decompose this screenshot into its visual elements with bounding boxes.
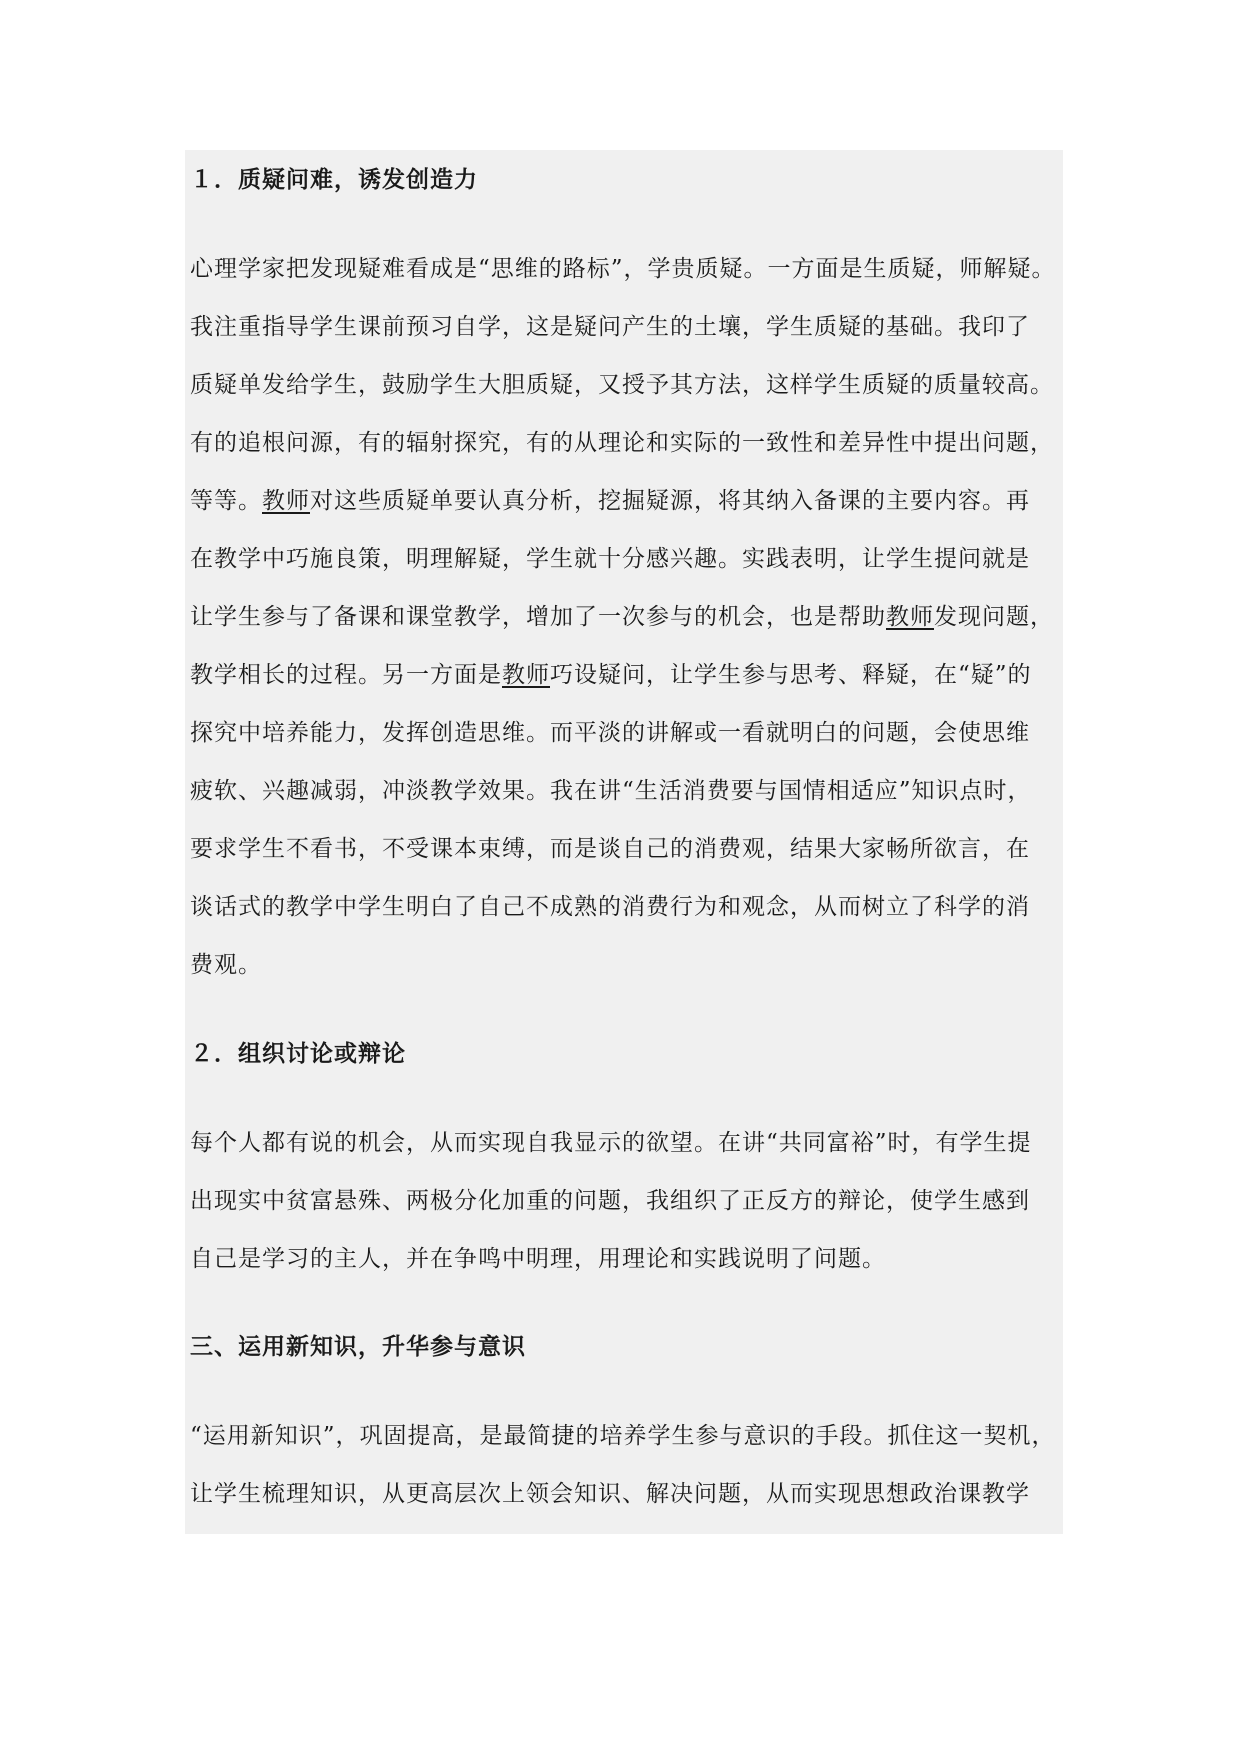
paragraph-line: 探究中培养能力，发挥创造思维。而平淡的讲解或一看就明白的问题，会使思维 xyxy=(190,720,1030,746)
paragraph-line: 疲软、兴趣减弱，冲淡教学效果。我在讲“生活消费要与国情相适应”知识点时， xyxy=(190,778,1032,804)
paragraph-line: 在教学中巧施良策，明理解疑，学生就十分感兴趣。实践表明，让学生提问就是 xyxy=(190,546,1030,572)
teacher-link[interactable]: 教师 xyxy=(502,662,550,688)
paragraph-line: 费观。 xyxy=(190,952,262,978)
paragraph-line: 有的追根问源，有的辐射探究，有的从理论和实际的一致性和差异性中提出问题， xyxy=(190,430,1054,456)
paragraph-line: 要求学生不看书，不受课本束缚，而是谈自己的消费观，结果大家畅所欲言，在 xyxy=(190,836,1030,862)
teacher-link[interactable]: 教师 xyxy=(886,604,934,630)
paragraph-line: 让学生参与了备课和课堂教学，增加了一次参与的机会，也是帮助教师发现问题， xyxy=(190,604,1054,630)
paragraph-line: 谈话式的教学中学生明白了自己不成熟的消费行为和观念，从而树立了科学的消 xyxy=(190,894,1030,920)
paragraph-line: 质疑单发给学生，鼓励学生大胆质疑，又授予其方法，这样学生质疑的质量较高。 xyxy=(190,372,1054,398)
section-3-heading: 三、运用新知识，升华参与意识 xyxy=(190,1334,526,1360)
teacher-link[interactable]: 教师 xyxy=(262,488,310,514)
paragraph-line: 等等。教师对这些质疑单要认真分析，挖掘疑源，将其纳入备课的主要内容。再 xyxy=(190,488,1030,514)
section-2-heading: ２．组织讨论或辩论 xyxy=(190,1041,406,1067)
paragraph-line: 让学生梳理知识，从更高层次上领会知识、解决问题，从而实现思想政治课教学 xyxy=(190,1481,1030,1507)
paragraph-line: 出现实中贫富悬殊、两极分化加重的问题，我组织了正反方的辩论，使学生感到 xyxy=(190,1188,1030,1214)
section-1-heading: １．质疑问难，诱发创造力 xyxy=(190,167,478,193)
paragraph-line: 心理学家把发现疑难看成是“思维的路标”，学贵质疑。一方面是生质疑，师解疑。 xyxy=(190,256,1056,282)
paragraph-line: 教学相长的过程。另一方面是教师巧设疑问，让学生参与思考、释疑，在“疑”的 xyxy=(190,662,1032,688)
paragraph-line: 自己是学习的主人，并在争鸣中明理，用理论和实践说明了问题。 xyxy=(190,1246,886,1272)
paragraph-line: 每个人都有说的机会，从而实现自我显示的欲望。在讲“共同富裕”时，有学生提 xyxy=(190,1130,1032,1156)
paragraph-line: “运用新知识”，巩固提高，是最简捷的培养学生参与意识的手段。抓住这一契机， xyxy=(190,1423,1056,1449)
paragraph-line: 我注重指导学生课前预习自学，这是疑问产生的土壤，学生质疑的基础。我印了 xyxy=(190,314,1030,340)
